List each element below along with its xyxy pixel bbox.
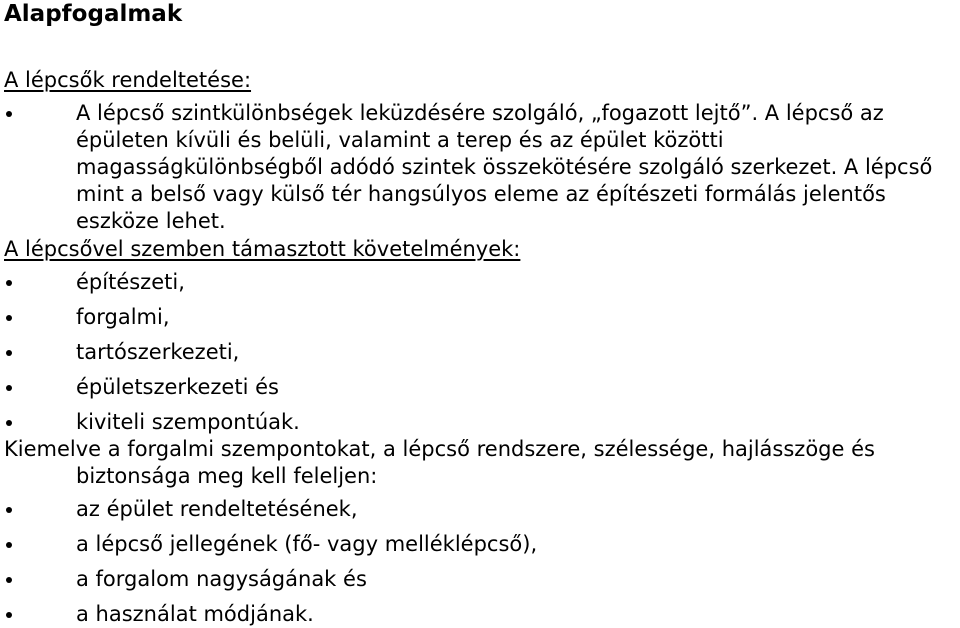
bullet-icon [6,507,12,513]
section-heading-requirements: A lépcsővel szemben támasztott követelmények: [4,237,521,261]
bullet-icon [6,385,12,391]
bullet-icon [6,577,12,583]
page-title: Alapfogalmak [4,1,183,27]
purpose-list [4,100,956,235]
bullet-icon [6,542,12,548]
list-item: a forgalom nagyságának és [4,566,956,593]
list-item: építészeti, [4,269,956,296]
bullet-icon [6,350,12,356]
list-item: A lépcső szintkülönbségek leküzdésére szolgáló, „fogazott lejtő”. A lépcső az épületen kívüli és belüli, valamint a terep és az épület közötti magasságkülönbségből adódó szintek összekötésére szolgáló szerkezet. A lépcső mint a belső vagy külső tér hangsúlyos eleme az építészeti formálás jelentős eszköze lehet. [4,100,956,235]
list-item: a lépcső jellegének (fő- vagy melléklépcső), [4,531,956,558]
bullet-icon [6,315,12,321]
traffic-paragraph: Kiemelve a forgalmi szempontokat, a lépcső rendszere, szélessége, hajlásszöge és biztonsága meg kell feleljen: [4,437,875,488]
traffic-list [4,496,956,628]
bullet-icon [6,612,12,618]
list-item: tartószerkezeti, [4,339,956,366]
bullet-icon [6,420,12,426]
bullet-icon [6,280,12,286]
section-heading-purpose: A lépcsők rendeltetése: [4,68,252,92]
list-item: az épület rendeltetésének, [4,496,956,523]
list-item: forgalmi, [4,304,956,331]
bullet-icon [6,111,12,117]
requirements-list [4,269,956,436]
list-item: épületszerkezeti és [4,374,956,401]
list-item: a használat módjának. [4,601,956,628]
list-item: kiviteli szempontúak. [4,409,956,436]
